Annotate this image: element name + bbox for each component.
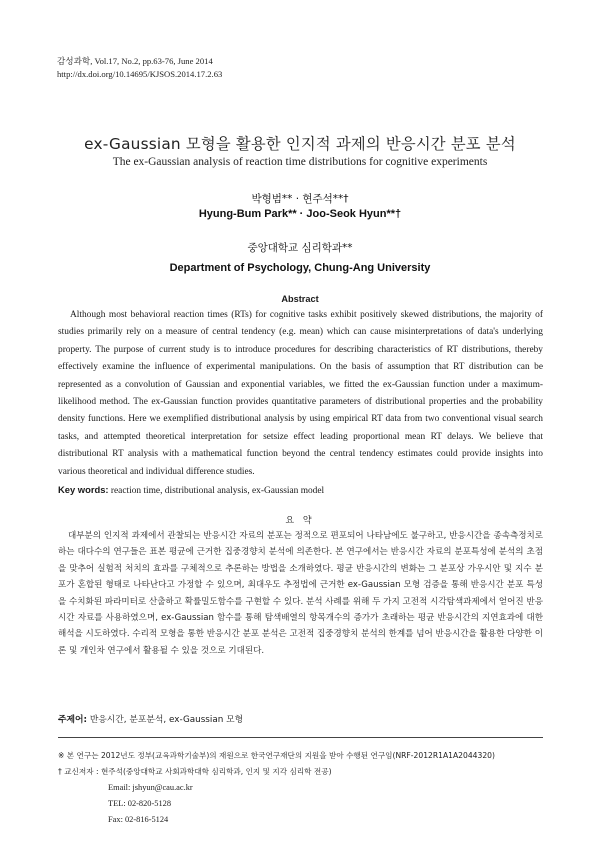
title-english: The ex-Gaussian analysis of reaction time distributions for cognitive experiments xyxy=(112,156,488,168)
footnotes xyxy=(58,748,548,828)
footnote-corresponding: † 교신저자 : 현주석(중앙대학교 사회과학대학 심리학과, 인지 및 지각 심리학 전공) xyxy=(58,767,332,776)
keywords xyxy=(58,484,543,496)
keywords-korean-text: 반응시간, 분포분석, ex-Gaussian 모형 xyxy=(89,715,244,725)
contact-fax: Fax: 02-816-5124 xyxy=(108,815,169,824)
summary-body xyxy=(58,528,543,659)
keywords-korean-label: 주제어: xyxy=(58,715,88,725)
authors-english: Hyung-Bum Park** · Joo-Seok Hyun**† xyxy=(198,208,402,220)
summary-text: 대부분의 인지적 과제에서 관찰되는 반응시간 자료의 분포는 정적으로 편포되어 나타남에도 불구하고, 반응시간을 종속측정치로 하는 대다수의 연구들은 표본 평균에 근거한 집중경향치 분석에 의존한다. 본 연구에서는 반응시간 자료의 분포특성에 분석의 초점을 맞추어 실험적 처치의 효과를 구체적으로 추론하는 방법을 소개하였다. 평균 반응시간의 변화는 그 분포상 가우시안 및 지수 분포가 혼합된 형태로 나타난다고 가정할 수 있으며, 최대우도 추정법에 근거한 ex-Gaussian 모형 검증을 통해 반응시간 분포 특성을 수치화된 파라미터로 산출하고 확률밀도함수를 구현할 수 있다. 분석 사례를 위해 두 가지 고전적 시각탐색과제에서 얻어진 반응시간 자료를 사용하였으며, ex-Gaussian 함수를 통해 탐색배열의 항목개수의 증가가 초래하는 평균 반응시간의 지연효과에 대한 해석을 시도하였다. 수리적 모형을 통한 반응시간 분포 분석은 고전적 집중경향치 분석의 한계를 넘어 반응시간을 활용한 다양한 이론 및 개인차 연구에서 활용될 수 있을 것으로 기대된다. xyxy=(58,531,543,656)
affiliation-english: Department of Psychology, Chung-Ang University xyxy=(169,262,431,274)
authors-korean: 박형범** · 현주석**† xyxy=(251,193,349,205)
abstract-text: Although most behavioral reaction times (RTs) for cognitive tasks exhibit positively skewed distributions, the majority of studies primarily rely on a measure of central tendency (e.g. mean) which can cause misinterpretations of data's underlying property. The purpose of current study is to introduce procedures for describing characteristics of RT distributions, thereby effectively examine the influence of experimental manipulations. On the basis of assumption that RT distribution can be represented as a convolution of Gaussian and exponential variables, we fitted the ex-Gaussian function under a maximum-likelihood method. The ex-Gaussian function provides quantitative parameters of distributional properties and the probability density functions. Here we exemplified distributional analysis by using empirical RT data from two conventional visual search tasks, and attempted theoretical interpretation for setsize effect leading proportional mean RT delays. We believe that distributional RT analysis with a mathematical function beyond the central tendency estimates could provide insights into various theoretical and individual difference studies. xyxy=(58,310,543,477)
title-korean: ex-Gaussian 모형을 활용한 인지적 과제의 반응시간 분포 분석 xyxy=(84,135,516,153)
doi-link[interactable]: http://dx.doi.org/10.14695/KJSOS.2014.17.2.63 xyxy=(57,68,223,79)
affiliation-korean: 중앙대학교 심리학과** xyxy=(247,242,353,254)
journal-citation: 감성과학, Vol.17, No.2, pp.63-76, June 2014 xyxy=(57,56,213,66)
keywords-text: reaction time, distributional analysis, ex-Gaussian model xyxy=(110,486,325,496)
footnote-divider xyxy=(58,737,543,738)
keywords-label: Key words: xyxy=(58,484,109,495)
contact-tel: TEL: 02-820-5128 xyxy=(108,799,172,808)
journal-header xyxy=(57,55,222,80)
contact-email[interactable]: Email: jshyun@cau.ac.kr xyxy=(108,783,193,792)
keywords-korean xyxy=(58,712,543,725)
summary-heading: 요 약 xyxy=(285,516,315,526)
abstract-heading: Abstract xyxy=(281,294,319,304)
footnote-funding: ※ 본 연구는 2012년도 정부(교육과학기술부)의 재원으로 한국연구재단의 지원을 받아 수행된 연구임(NRF-2012R1A1A2044320) xyxy=(58,751,495,760)
abstract-body xyxy=(58,307,543,481)
